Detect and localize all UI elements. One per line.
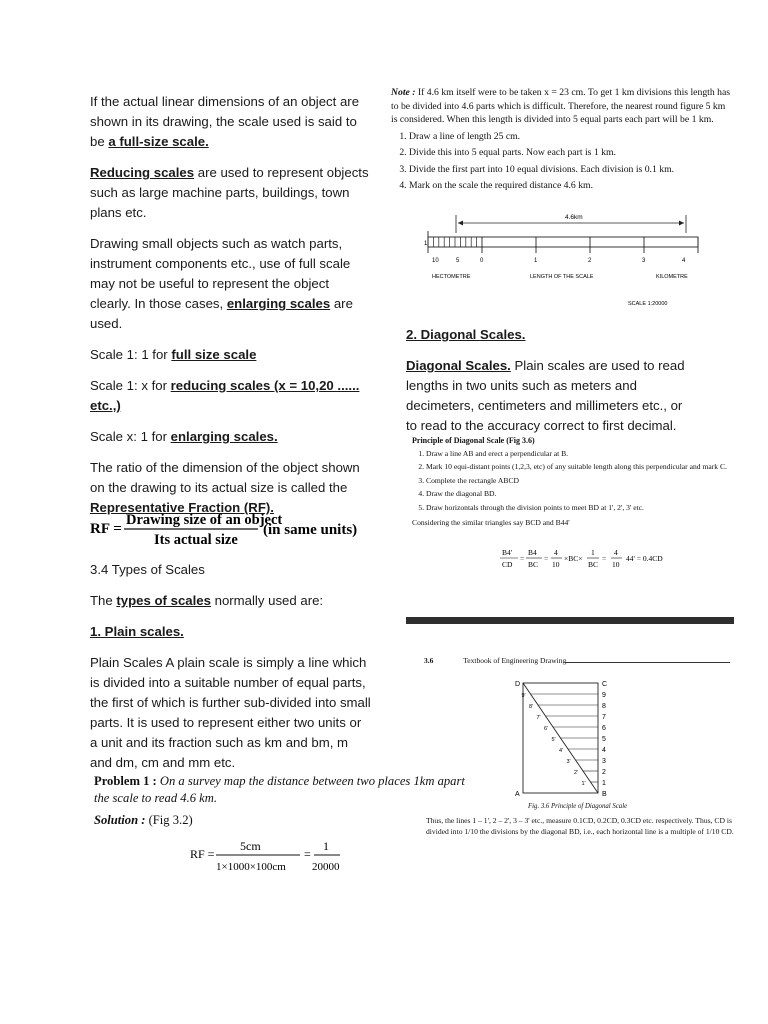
note-paragraph: Note : If 4.6 km itself were to be taken x = 23 cm. To get 1 km divisions this length has to be divided into 4.6 parts which is difficult. Therefore, the nearest round figure 5 km is considered. When this length is divided into 5 equal parts each part will be 1 km. xyxy=(391,87,731,125)
svg-text:1: 1 xyxy=(323,839,329,853)
left-column xyxy=(90,92,372,529)
diagonal-point-label: D xyxy=(515,681,521,688)
scale-full-size-line: Scale 1: 1 for full size scale xyxy=(90,347,257,362)
svg-text:RF =: RF = xyxy=(190,847,215,861)
right-division-label: 2 xyxy=(602,769,606,776)
types-heading: 3.4 Types of Scales xyxy=(90,562,205,577)
problem-line-2: the scale to read 4.6 km. xyxy=(94,791,217,805)
diagonal-point-label: 9' xyxy=(521,693,526,699)
types-intro: The types of scales normally used are: xyxy=(90,593,324,608)
diagonal-point-label: 6' xyxy=(544,726,549,732)
svg-text:B4': B4' xyxy=(502,548,513,557)
right-division-label: 8 xyxy=(602,703,606,710)
problem-block xyxy=(94,773,465,829)
diagonal-point-label: 2' xyxy=(574,770,579,776)
right-division-label: B xyxy=(602,791,607,798)
rf-term: Representative Fraction (RF). xyxy=(90,500,274,515)
svg-text:B4: B4 xyxy=(528,548,537,557)
diagonal-section xyxy=(406,325,696,447)
diagonal-point-label: 5' xyxy=(551,737,556,743)
scale-enlarging-line: Scale x: 1 for enlarging scales. xyxy=(90,429,278,444)
svg-text:10: 10 xyxy=(552,560,560,569)
rf-units: (in same units) xyxy=(263,522,358,538)
principle-step: 3. Complete the rectangle ABCD xyxy=(426,476,734,487)
svg-text:=: = xyxy=(520,554,525,563)
rf-formula xyxy=(88,508,378,548)
enlarging-paragraph: Drawing small objects such as watch parts, instrument components etc., use of full scale may not be useful to represent the object clearly. In those cases, enlarging scales are used. xyxy=(90,236,353,331)
header-rule xyxy=(565,662,730,663)
similar-triangles-text: Considering the similar triangles say BCD and B44' xyxy=(412,518,570,527)
page-number: 3.6 xyxy=(424,656,434,665)
tick-label: 0 xyxy=(480,258,484,264)
diagonal-point-label: 8' xyxy=(529,704,534,710)
right-division-label: 3 xyxy=(602,758,606,765)
thus-paragraph: Thus, the lines 1 – 1', 2 – 2', 3 – 3' etc., measure 0.1CD, 0.2CD, 0.3CD etc. respectively. Thus, CD is divided into 1/10 the divisions by the diagonal BD, i.e., each horizontal line is a multiple of 1/10 CD. xyxy=(426,816,734,836)
scale-note: SCALE 1:20000 xyxy=(628,301,668,307)
right-division-label: 9 xyxy=(602,692,606,699)
principle-step: 5. Draw horizontals through the division points to meet BD at 1', 2', 3' etc. xyxy=(426,503,734,514)
rf-definition-paragraph: The ratio of the dimension of the object shown on the drawing to its actual size is called the Representative Fraction (RF). xyxy=(90,460,360,515)
full-size-term: a full-size scale. xyxy=(108,134,209,149)
step-item: 2. Divide this into 5 equal parts. Now each part is 1 km. xyxy=(409,146,733,160)
svg-text:10: 10 xyxy=(612,560,620,569)
svg-text:BC: BC xyxy=(528,560,539,569)
svg-text:1: 1 xyxy=(424,241,428,247)
kilometre-label: KILOMETRE xyxy=(656,274,688,280)
rf-label: RF = xyxy=(90,521,122,537)
principle-steps xyxy=(412,449,734,514)
tick-label: 3 xyxy=(642,258,646,264)
svg-text:44' = 0.4CD: 44' = 0.4CD xyxy=(626,554,663,563)
svg-text:20000: 20000 xyxy=(312,861,340,873)
svg-text:CD: CD xyxy=(502,560,513,569)
reducing-term: Reducing scales xyxy=(90,165,195,180)
similar-triangle-equation xyxy=(500,546,730,574)
principle-heading: Principle of Diagonal Scale (Fig 3.6) xyxy=(412,436,535,445)
hectometre-label: HECTOMETRE xyxy=(432,274,471,280)
right-division-label: 6 xyxy=(602,725,606,732)
svg-text:BC: BC xyxy=(588,560,599,569)
plain-scales-heading: 1. Plain scales. xyxy=(90,624,184,639)
svg-text:1×1000×100cm: 1×1000×100cm xyxy=(216,861,286,873)
diagonal-scale-figure xyxy=(505,672,615,802)
dimension-label: 4.6km xyxy=(565,214,583,221)
principle-step: 1. Draw a line AB and erect a perpendicular at B. xyxy=(426,449,734,460)
svg-text:=: = xyxy=(602,554,607,563)
right-division-label: 7 xyxy=(602,714,606,721)
scale-reducing-line: Scale 1: x for reducing scales (x = 10,20 ...... etc.,) xyxy=(90,378,360,413)
plain-scale-steps xyxy=(391,130,733,193)
page-separator xyxy=(406,617,734,624)
svg-text:1: 1 xyxy=(591,548,595,557)
types-section xyxy=(90,560,372,784)
svg-text:4: 4 xyxy=(614,548,618,557)
step-item: 4. Mark on the scale the required distance 4.6 km. xyxy=(409,179,733,193)
diagonal-paragraph: Diagonal Scales. Plain scales are used to read lengths in two units such as meters and decimeters, centimeters and millimeters etc., or to read to the accuracy correct to first decimal. xyxy=(406,358,685,433)
principle-step: 2. Mark 10 equi-distant points (1,2,3, etc) of any suitable length along this perpendicular and mark C. xyxy=(426,462,734,473)
rf-calculation xyxy=(188,834,368,878)
svg-text:=: = xyxy=(544,554,549,563)
note-block xyxy=(391,86,733,196)
reducing-paragraph: Reducing scales are used to represent objects such as large machine parts, buildings, town plans etc. xyxy=(90,165,369,220)
diagonal-point-label: A xyxy=(515,791,520,798)
step-item: 1. Draw a line of length 25 cm. xyxy=(409,130,733,144)
tick-label: 5 xyxy=(456,258,460,264)
length-label: LENGTH OF THE SCALE xyxy=(530,274,594,280)
tick-label: 4 xyxy=(682,258,686,264)
book-page-header xyxy=(424,656,734,665)
problem-line-1: Problem 1 : On a survey map the distance between two places 1km apart xyxy=(94,774,465,788)
rf-numerator: Drawing size of an object xyxy=(126,512,283,528)
svg-text:5cm: 5cm xyxy=(240,839,261,853)
right-division-label: 5 xyxy=(602,736,606,743)
svg-text:×BC×: ×BC× xyxy=(564,554,583,563)
plain-scale-figure xyxy=(420,205,720,315)
diagonal-point-label: 4' xyxy=(559,748,564,754)
right-division-label: 4 xyxy=(602,747,606,754)
svg-text:4: 4 xyxy=(554,548,558,557)
solution-line: Solution : (Fig 3.2) xyxy=(94,813,193,827)
full-size-paragraph: If the actual linear dimensions of an object are shown in its drawing, the scale used is said to be a full-size scale. xyxy=(90,94,360,149)
figure-caption: Fig. 3.6 Principle of Diagonal Scale xyxy=(528,803,628,810)
principle-block xyxy=(412,436,734,529)
enlarging-term: enlarging scales xyxy=(226,296,331,311)
diagonal-point-label: 3' xyxy=(566,759,571,765)
tick-label: 1 xyxy=(534,258,538,264)
svg-text:=: = xyxy=(304,847,311,861)
plain-scales-paragraph: Plain Scales A plain scale is simply a line which is divided into a suitable number of equal parts, the first of which is further sub-divided into small parts. It is used to represent either two units or a unit and its fraction such as km and bm, m and dm, cm and mm etc. xyxy=(90,655,371,770)
book-title: Textbook of Engineering Drawing xyxy=(463,656,567,665)
principle-step: 4. Draw the diagonal BD. xyxy=(426,489,734,500)
diagonal-point-label: 7' xyxy=(536,715,541,721)
diagonal-heading: 2. Diagonal Scales. xyxy=(406,327,526,342)
diagonal-point-label: 1' xyxy=(581,781,586,787)
tick-label: 10 xyxy=(432,258,439,264)
rf-denominator: Its actual size xyxy=(154,532,238,548)
right-division-label: C xyxy=(602,681,608,688)
step-item: 3. Divide the first part into 10 equal divisions. Each division is 0.1 km. xyxy=(409,163,733,177)
right-division-label: 1 xyxy=(602,780,606,787)
scale-bar xyxy=(428,237,698,247)
tick-label: 2 xyxy=(588,258,592,264)
